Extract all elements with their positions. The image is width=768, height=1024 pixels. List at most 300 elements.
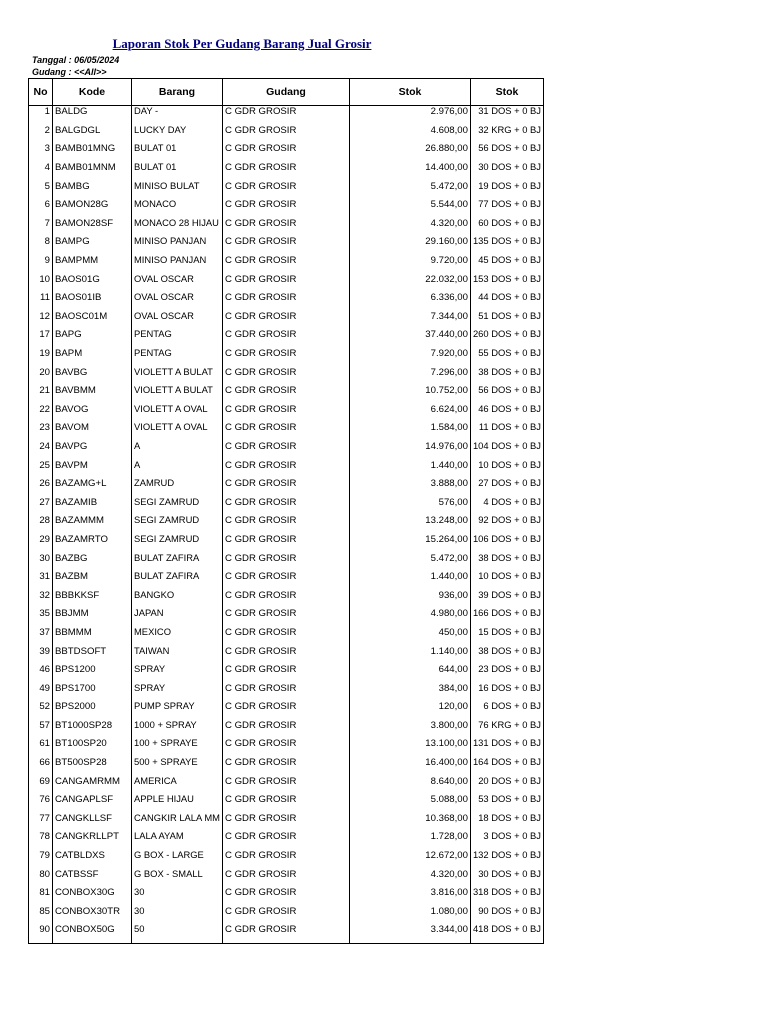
row-stok [349, 720, 470, 739]
row-stok [349, 180, 470, 199]
row-stok [349, 125, 470, 144]
row-stok-text: 12.672,00 [425, 850, 468, 862]
row-stok [349, 366, 470, 385]
row-barang [132, 906, 223, 925]
row-gudang-text: C GDR GROSIR [224, 831, 297, 843]
row-gudang-text: C GDR GROSIR [224, 515, 297, 527]
row-barang [132, 459, 223, 478]
row-kode-text: BPS1700 [55, 682, 96, 694]
row-barang [132, 571, 223, 590]
row-no-text: 3 [44, 143, 50, 155]
row-stok-unit-text: 6 DOS + 0 BJ [483, 701, 541, 712]
row-stok-unit [470, 720, 543, 739]
row-stok-text: 7.344,00 [430, 310, 468, 322]
row-gudang-text: C GDR GROSIR [224, 273, 297, 285]
row-gudang [222, 775, 349, 794]
row-barang-text: VIOLETT A BULAT [134, 366, 213, 377]
row-stok-unit-text: 77 DOS + 0 BJ [478, 199, 541, 210]
row-stok-unit-text: 44 DOS + 0 BJ [478, 292, 541, 303]
row-stok-unit-text: 4 DOS + 0 BJ [483, 496, 541, 507]
row-no-text: 79 [39, 850, 50, 862]
row-kode-text: BAOS01G [55, 273, 100, 285]
row-stok-unit-text: 10 DOS + 0 BJ [478, 459, 541, 470]
row-stok-unit [470, 682, 543, 701]
row-kode [53, 496, 132, 515]
row-gudang [222, 255, 349, 274]
row-barang [132, 589, 223, 608]
row-no [29, 813, 53, 832]
row-stok [349, 738, 470, 757]
row-stok-unit [470, 143, 543, 162]
row-barang-text: OVAL OSCAR [134, 273, 194, 284]
row-kode-text: CATBSSF [55, 868, 99, 880]
table-row [29, 887, 544, 906]
row-no-text: 20 [39, 366, 50, 378]
row-no [29, 441, 53, 460]
row-kode [53, 515, 132, 534]
row-stok-text: 7.920,00 [430, 348, 468, 360]
header-gudang: Gudang [222, 79, 349, 106]
row-gudang-text: C GDR GROSIR [224, 422, 297, 434]
row-gudang [222, 571, 349, 590]
row-stok-unit-text: 55 DOS + 0 BJ [478, 348, 541, 359]
row-gudang [222, 627, 349, 646]
table-row [29, 162, 544, 181]
row-kode [53, 794, 132, 813]
row-gudang [222, 701, 349, 720]
row-kode-text: BAPG [55, 329, 82, 341]
row-stok-unit-text: 10 DOS + 0 BJ [478, 571, 541, 582]
row-stok-unit [470, 255, 543, 274]
row-stok-unit [470, 422, 543, 441]
row-stok [349, 478, 470, 497]
table-row [29, 199, 544, 218]
row-gudang [222, 738, 349, 757]
row-stok-unit [470, 366, 543, 385]
row-barang-text: 1000 + SPRAY [134, 719, 197, 730]
row-no [29, 329, 53, 348]
row-kode-text: BAOS01IB [55, 292, 102, 304]
row-stok [349, 255, 470, 274]
table-row [29, 236, 544, 255]
row-stok [349, 496, 470, 515]
row-stok-text: 22.032,00 [425, 273, 468, 285]
row-gudang-text: C GDR GROSIR [224, 255, 297, 267]
row-stok-text: 1.140,00 [430, 645, 468, 657]
row-gudang-text: C GDR GROSIR [224, 366, 297, 378]
table-row [29, 255, 544, 274]
row-barang [132, 757, 223, 776]
row-gudang [222, 645, 349, 664]
row-kode-text: BAMBG [55, 180, 90, 192]
row-stok-unit [470, 162, 543, 181]
row-kode-text: BAZBM [55, 571, 89, 583]
row-no [29, 720, 53, 739]
header-stok-unit: Stok [470, 79, 543, 106]
row-barang-text: VIOLETT A OVAL [134, 403, 208, 414]
row-stok-unit-text: 30 DOS + 0 BJ [478, 868, 541, 879]
row-kode-text: BAOSC01M [55, 310, 108, 322]
row-no [29, 218, 53, 237]
row-no [29, 571, 53, 590]
row-gudang [222, 757, 349, 776]
row-barang [132, 813, 223, 832]
row-stok [349, 906, 470, 925]
row-stok [349, 645, 470, 664]
row-barang-text: 30 [134, 887, 145, 898]
row-stok-text: 4.980,00 [430, 608, 468, 620]
row-kode-text: BAMPG [55, 236, 90, 248]
row-stok-unit [470, 218, 543, 237]
row-no-text: 17 [39, 329, 50, 341]
row-kode [53, 868, 132, 887]
row-barang [132, 645, 223, 664]
row-barang [132, 496, 223, 515]
row-no-text: 78 [39, 831, 50, 843]
table-row [29, 813, 544, 832]
row-barang-text: MONACO [134, 199, 177, 210]
row-gudang [222, 441, 349, 460]
row-barang [132, 515, 223, 534]
row-stok-text: 5.472,00 [430, 180, 468, 192]
row-stok-unit-text: 3 DOS + 0 BJ [483, 831, 541, 842]
row-no [29, 608, 53, 627]
row-kode-text: BAZAMG+L [55, 478, 107, 490]
row-gudang [222, 589, 349, 608]
table-row [29, 441, 544, 460]
row-barang-text: OVAL OSCAR [134, 292, 194, 303]
row-gudang [222, 887, 349, 906]
row-stok [349, 106, 470, 125]
row-kode-text: BAMPMM [55, 255, 99, 267]
table-row [29, 385, 544, 404]
row-stok-unit-text: 166 DOS + 0 BJ [472, 608, 541, 619]
row-barang-text: BULAT ZAFIRA [134, 552, 200, 563]
row-stok-text: 120,00 [438, 701, 468, 713]
row-barang [132, 292, 223, 311]
row-gudang [222, 106, 349, 125]
row-barang [132, 850, 223, 869]
row-stok [349, 348, 470, 367]
row-gudang [222, 794, 349, 813]
row-stok-unit [470, 459, 543, 478]
row-stok-unit [470, 125, 543, 144]
row-barang [132, 552, 223, 571]
row-kode [53, 199, 132, 218]
row-barang-text: MINISO PANJAN [134, 236, 207, 247]
row-stok-unit-text: 38 DOS + 0 BJ [478, 645, 541, 656]
report-title: Laporan Stok Per Gudang Barang Jual Grosir [112, 36, 372, 51]
row-kode-text: BBBKKSF [55, 589, 100, 601]
row-barang-text: MINISO PANJAN [134, 255, 207, 266]
table-row [29, 720, 544, 739]
row-barang [132, 422, 223, 441]
row-stok-unit-text: 16 DOS + 0 BJ [478, 682, 541, 693]
row-stok-unit [470, 311, 543, 330]
row-kode-text: BT100SP20 [55, 738, 107, 750]
row-kode-text: BAVBG [55, 366, 88, 378]
row-gudang-text: C GDR GROSIR [224, 124, 297, 136]
row-gudang-text: C GDR GROSIR [224, 180, 297, 192]
row-gudang [222, 180, 349, 199]
row-gudang [222, 515, 349, 534]
row-stok [349, 868, 470, 887]
row-stok-text: 644,00 [438, 664, 468, 676]
table-row [29, 366, 544, 385]
row-no-text: 24 [39, 440, 50, 452]
row-kode [53, 757, 132, 776]
row-no [29, 348, 53, 367]
row-stok-text: 1.728,00 [430, 831, 468, 843]
row-no-text: 7 [44, 217, 50, 229]
row-barang-text: PENTAG [134, 348, 172, 359]
row-gudang-text: C GDR GROSIR [224, 645, 297, 657]
row-kode [53, 682, 132, 701]
table-row [29, 868, 544, 887]
row-barang [132, 255, 223, 274]
row-no-text: 39 [39, 645, 50, 657]
row-gudang-text: C GDR GROSIR [224, 794, 297, 806]
row-kode [53, 162, 132, 181]
row-kode [53, 850, 132, 869]
row-barang [132, 720, 223, 739]
row-no-text: 5 [44, 180, 50, 192]
row-kode [53, 385, 132, 404]
row-gudang-text: C GDR GROSIR [224, 682, 297, 694]
row-barang [132, 868, 223, 887]
row-no-text: 22 [39, 403, 50, 415]
row-stok-text: 3.888,00 [430, 478, 468, 490]
row-stok-unit-text: 32 KRG + 0 BJ [478, 124, 541, 135]
row-stok-unit-text: 27 DOS + 0 BJ [478, 478, 541, 489]
row-barang-text: A [134, 440, 141, 451]
row-stok-text: 13.248,00 [425, 515, 468, 527]
row-no-text: 4 [44, 162, 50, 174]
row-kode-text: BAZAMRTO [55, 533, 108, 545]
table-row [29, 682, 544, 701]
row-gudang [222, 850, 349, 869]
row-gudang [222, 682, 349, 701]
row-stok-unit [470, 571, 543, 590]
table-row [29, 571, 544, 590]
row-stok-unit-text: 164 DOS + 0 BJ [472, 757, 541, 768]
table-row [29, 106, 544, 125]
row-stok-unit [470, 868, 543, 887]
row-kode-text: BAVOG [55, 403, 89, 415]
table-row [29, 348, 544, 367]
row-kode-text: BPS2000 [55, 701, 96, 713]
row-no [29, 180, 53, 199]
row-kode-text: BBTDSOFT [55, 645, 107, 657]
row-stok-text: 6.624,00 [430, 403, 468, 415]
row-stok-text: 5.472,00 [430, 552, 468, 564]
row-no [29, 292, 53, 311]
row-kode-text: BAMON28SF [55, 217, 114, 229]
row-no-text: 27 [39, 496, 50, 508]
row-gudang-text: C GDR GROSIR [224, 217, 297, 229]
row-gudang [222, 831, 349, 850]
row-gudang-text: C GDR GROSIR [224, 143, 297, 155]
row-stok-text: 26.880,00 [425, 143, 468, 155]
row-no [29, 552, 53, 571]
row-stok [349, 887, 470, 906]
row-kode-text: BBJMM [55, 608, 89, 620]
row-stok-unit-text: 11 DOS + 0 BJ [478, 422, 541, 433]
row-no [29, 478, 53, 497]
row-no-text: 52 [39, 701, 50, 713]
row-gudang-text: C GDR GROSIR [224, 348, 297, 360]
table-row [29, 459, 544, 478]
stock-table-header [29, 79, 544, 106]
row-stok [349, 682, 470, 701]
row-stok-text: 936,00 [438, 589, 468, 601]
row-stok-unit [470, 924, 543, 943]
row-stok-unit [470, 385, 543, 404]
row-barang-text: VIOLETT A BULAT [134, 385, 213, 396]
row-kode [53, 608, 132, 627]
row-stok-unit-text: 135 DOS + 0 BJ [472, 236, 541, 247]
row-gudang-text: C GDR GROSIR [224, 403, 297, 415]
row-stok-unit-text: 38 DOS + 0 BJ [478, 366, 541, 377]
row-stok-text: 1.440,00 [430, 571, 468, 583]
table-row [29, 775, 544, 794]
row-kode [53, 348, 132, 367]
row-stok-unit [470, 496, 543, 515]
row-stok [349, 162, 470, 181]
row-kode [53, 571, 132, 590]
table-row [29, 552, 544, 571]
row-no [29, 757, 53, 776]
table-row [29, 794, 544, 813]
table-row [29, 924, 544, 943]
table-row [29, 534, 544, 553]
row-stok [349, 831, 470, 850]
row-gudang [222, 385, 349, 404]
row-kode [53, 459, 132, 478]
row-stok-unit [470, 831, 543, 850]
row-kode-text: CONBOX50G [55, 924, 115, 936]
row-no-text: 1 [44, 106, 50, 118]
row-stok-unit-text: 56 DOS + 0 BJ [478, 385, 541, 396]
row-no-text: 2 [44, 124, 50, 136]
row-no-text: 31 [39, 571, 50, 583]
row-kode [53, 366, 132, 385]
row-barang [132, 162, 223, 181]
row-stok-unit-text: 56 DOS + 0 BJ [478, 143, 541, 154]
row-barang [132, 478, 223, 497]
row-barang [132, 404, 223, 423]
table-row [29, 608, 544, 627]
row-gudang-text: C GDR GROSIR [224, 738, 297, 750]
row-barang-text: MONACO 28 HIJAU [134, 217, 219, 228]
row-gudang-text: C GDR GROSIR [224, 162, 297, 174]
row-stok-text: 8.640,00 [430, 775, 468, 787]
row-stok-text: 16.400,00 [425, 757, 468, 769]
row-stok-text: 3.800,00 [430, 719, 468, 731]
row-no-text: 26 [39, 478, 50, 490]
row-barang-text: BULAT ZAFIRA [134, 571, 200, 582]
row-barang [132, 218, 223, 237]
row-stok [349, 404, 470, 423]
row-stok-text: 10.368,00 [425, 812, 468, 824]
row-gudang [222, 273, 349, 292]
row-kode-text: BAMB01MNM [55, 162, 116, 174]
row-stok-unit [470, 236, 543, 255]
row-barang-text: JAPAN [134, 608, 164, 619]
row-stok-unit [470, 329, 543, 348]
row-kode [53, 645, 132, 664]
row-stok-unit [470, 813, 543, 832]
row-stok-unit-text: 60 DOS + 0 BJ [478, 217, 541, 228]
row-no-text: 12 [39, 310, 50, 322]
row-stok [349, 924, 470, 943]
row-stok [349, 534, 470, 553]
row-no-text: 69 [39, 775, 50, 787]
row-gudang-text: C GDR GROSIR [224, 199, 297, 211]
row-gudang [222, 348, 349, 367]
table-row [29, 831, 544, 850]
row-stok [349, 311, 470, 330]
row-barang [132, 273, 223, 292]
row-barang [132, 348, 223, 367]
row-gudang [222, 720, 349, 739]
row-kode-text: CONBOX30G [55, 887, 115, 899]
row-gudang-text: C GDR GROSIR [224, 385, 297, 397]
row-stok-unit [470, 645, 543, 664]
row-stok-text: 2.976,00 [430, 106, 468, 118]
table-row [29, 589, 544, 608]
row-no [29, 106, 53, 125]
row-no [29, 273, 53, 292]
row-no [29, 738, 53, 757]
row-kode-text: BAVOM [55, 422, 89, 434]
row-no [29, 627, 53, 646]
row-stok-unit [470, 906, 543, 925]
row-kode-text: BT500SP28 [55, 757, 107, 769]
row-no-text: 29 [39, 533, 50, 545]
row-kode-text: BALGDGL [55, 124, 101, 136]
row-barang [132, 627, 223, 646]
row-gudang [222, 459, 349, 478]
row-gudang-text: C GDR GROSIR [224, 329, 297, 341]
row-kode [53, 329, 132, 348]
row-stok [349, 218, 470, 237]
row-barang-text: SEGI ZAMRUD [134, 533, 200, 544]
row-stok-unit-text: 45 DOS + 0 BJ [478, 255, 541, 266]
table-row [29, 627, 544, 646]
row-kode-text: BAVPG [55, 440, 88, 452]
row-barang [132, 924, 223, 943]
row-gudang-text: C GDR GROSIR [224, 589, 297, 601]
row-barang-text: BANGKO [134, 589, 175, 600]
row-kode-text: CANGKRLLPT [55, 831, 119, 843]
row-stok [349, 850, 470, 869]
row-stok [349, 515, 470, 534]
row-no-text: 21 [39, 385, 50, 397]
row-gudang-text: C GDR GROSIR [224, 236, 297, 248]
row-no [29, 794, 53, 813]
row-stok-unit [470, 775, 543, 794]
row-stok [349, 608, 470, 627]
row-no [29, 515, 53, 534]
row-stok-text: 1.080,00 [430, 905, 468, 917]
row-barang [132, 106, 223, 125]
row-kode [53, 404, 132, 423]
row-barang-text: ZAMRUD [134, 478, 175, 489]
header-kode: Kode [53, 79, 132, 106]
header-stok: Stok [349, 79, 470, 106]
table-row [29, 738, 544, 757]
